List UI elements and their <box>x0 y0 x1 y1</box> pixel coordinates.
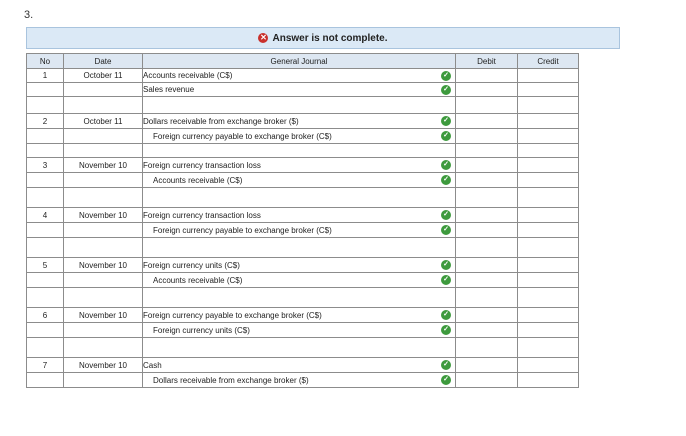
journal-row <box>27 308 579 323</box>
spacer-cell <box>518 97 579 114</box>
spacer-row <box>27 238 579 258</box>
credit-cell[interactable] <box>518 358 579 373</box>
check-icon: ✓ <box>441 71 451 81</box>
account-name: Cash <box>143 360 162 370</box>
check-icon: ✓ <box>441 310 451 320</box>
date-cell[interactable]: October 11 <box>64 69 143 83</box>
credit-cell[interactable] <box>518 323 579 338</box>
credit-cell[interactable] <box>518 373 579 388</box>
spacer-cell <box>143 238 456 258</box>
credit-cell[interactable] <box>518 223 579 238</box>
account-name: Foreign currency transaction loss <box>143 160 261 170</box>
entry-number-cell: 2 <box>27 114 64 129</box>
journal-row <box>27 158 579 173</box>
check-icon: ✓ <box>441 360 451 370</box>
spacer-cell <box>518 188 579 208</box>
journal-row <box>27 83 579 97</box>
spacer-cell <box>456 97 518 114</box>
account-cell[interactable] <box>143 208 456 223</box>
debit-cell[interactable] <box>456 273 518 288</box>
debit-cell[interactable] <box>456 373 518 388</box>
account-cell[interactable] <box>143 273 456 288</box>
spacer-row <box>27 97 579 114</box>
account-name: Accounts receivable (C$) <box>153 275 243 285</box>
account-cell[interactable] <box>143 69 456 83</box>
account-name: Sales revenue <box>143 85 195 94</box>
debit-cell[interactable] <box>456 83 518 97</box>
x-circle-icon: ✕ <box>260 33 267 42</box>
entry-number-cell <box>27 223 64 238</box>
journal-body <box>27 69 579 388</box>
credit-cell[interactable] <box>518 208 579 223</box>
check-icon: ✓ <box>441 116 451 126</box>
journal-row <box>27 129 579 144</box>
debit-cell[interactable] <box>456 308 518 323</box>
debit-cell[interactable] <box>456 358 518 373</box>
journal-row <box>27 173 579 188</box>
journal-row <box>27 258 579 273</box>
account-cell[interactable] <box>143 158 456 173</box>
debit-cell[interactable] <box>456 158 518 173</box>
check-icon: ✓ <box>441 160 451 170</box>
spacer-cell <box>518 288 579 308</box>
debit-cell[interactable] <box>456 258 518 273</box>
account-name: Foreign currency payable to exchange broker (C$) <box>153 131 332 141</box>
debit-cell[interactable] <box>456 129 518 144</box>
spacer-cell <box>64 188 143 208</box>
spacer-cell <box>27 97 64 114</box>
entry-number-cell <box>27 83 64 97</box>
journal-row <box>27 373 579 388</box>
credit-cell[interactable] <box>518 83 579 97</box>
debit-cell[interactable] <box>456 223 518 238</box>
journal-table <box>26 53 579 388</box>
account-name: Accounts receivable (C$) <box>153 175 243 185</box>
date-cell[interactable]: November 10 <box>64 158 143 173</box>
check-icon: ✓ <box>441 260 451 270</box>
date-cell[interactable]: November 10 <box>64 308 143 323</box>
spacer-cell <box>64 338 143 358</box>
credit-cell[interactable] <box>518 158 579 173</box>
check-icon: ✓ <box>441 175 451 185</box>
spacer-cell <box>456 188 518 208</box>
account-cell[interactable] <box>143 83 456 97</box>
account-cell[interactable] <box>143 173 456 188</box>
date-cell[interactable] <box>64 173 143 188</box>
date-cell[interactable] <box>64 129 143 144</box>
answer-status-banner <box>26 27 620 49</box>
spacer-cell <box>27 188 64 208</box>
entry-number-cell <box>27 173 64 188</box>
spacer-row <box>27 188 579 208</box>
header-debit: Debit <box>456 54 518 69</box>
journal-row <box>27 273 579 288</box>
spacer-cell <box>27 238 64 258</box>
spacer-cell <box>143 288 456 308</box>
spacer-cell <box>518 338 579 358</box>
journal-row <box>27 223 579 238</box>
account-cell[interactable] <box>143 114 456 129</box>
header-no: No <box>27 54 64 69</box>
credit-cell[interactable] <box>518 129 579 144</box>
credit-cell[interactable] <box>518 69 579 83</box>
date-cell[interactable]: November 10 <box>64 208 143 223</box>
account-cell[interactable] <box>143 129 456 144</box>
spacer-cell <box>143 97 456 114</box>
spacer-cell <box>64 238 143 258</box>
check-icon: ✓ <box>441 225 451 235</box>
debit-cell[interactable] <box>456 173 518 188</box>
credit-cell[interactable] <box>518 258 579 273</box>
spacer-cell <box>456 288 518 308</box>
check-icon: ✓ <box>441 275 451 285</box>
spacer-cell <box>64 97 143 114</box>
account-cell[interactable] <box>143 323 456 338</box>
spacer-cell <box>64 288 143 308</box>
entry-number-cell <box>27 323 64 338</box>
debit-cell[interactable] <box>456 208 518 223</box>
entry-number-cell: 7 <box>27 358 64 373</box>
credit-cell[interactable] <box>518 273 579 288</box>
journal-row <box>27 358 579 373</box>
spacer-cell <box>456 338 518 358</box>
entry-number-cell <box>27 273 64 288</box>
spacer-cell <box>143 144 456 158</box>
header-credit: Credit <box>518 54 579 69</box>
spacer-cell <box>27 338 64 358</box>
question-number: 3. <box>24 9 34 21</box>
spacer-row <box>27 338 579 358</box>
entry-number-cell: 5 <box>27 258 64 273</box>
header-date: Date <box>64 54 143 69</box>
date-cell[interactable] <box>64 373 143 388</box>
entry-number-cell <box>27 129 64 144</box>
account-name: Dollars receivable from exchange broker ($) <box>143 116 299 126</box>
spacer-cell <box>456 144 518 158</box>
answer-status-text: Answer is not complete. <box>272 32 388 44</box>
account-cell[interactable] <box>143 358 456 373</box>
check-icon: ✓ <box>441 131 451 141</box>
debit-cell[interactable] <box>456 69 518 83</box>
debit-cell[interactable] <box>456 323 518 338</box>
check-icon: ✓ <box>441 325 451 335</box>
account-name: Foreign currency transaction loss <box>143 210 261 220</box>
spacer-cell <box>143 338 456 358</box>
journal-row <box>27 323 579 338</box>
date-cell[interactable]: October 11 <box>64 114 143 129</box>
date-cell[interactable] <box>64 273 143 288</box>
spacer-row <box>27 288 579 308</box>
check-icon: ✓ <box>441 85 451 95</box>
check-icon: ✓ <box>441 210 451 220</box>
account-name: Dollars receivable from exchange broker ($) <box>153 375 309 385</box>
journal-row <box>27 208 579 223</box>
date-cell[interactable]: November 10 <box>64 358 143 373</box>
credit-cell[interactable] <box>518 114 579 129</box>
date-cell[interactable] <box>64 323 143 338</box>
spacer-row <box>27 144 579 158</box>
entry-number-cell <box>27 373 64 388</box>
account-name: Foreign currency payable to exchange broker (C$) <box>153 225 332 235</box>
entry-number-cell: 1 <box>27 69 64 83</box>
spacer-cell <box>518 238 579 258</box>
credit-cell[interactable] <box>518 173 579 188</box>
account-name: Foreign currency payable to exchange broker (C$) <box>143 310 322 320</box>
header-general-journal: General Journal <box>143 54 456 69</box>
entry-number-cell: 3 <box>27 158 64 173</box>
account-name: Foreign currency units (C$) <box>143 260 240 270</box>
account-name: Accounts receivable (C$) <box>143 71 233 80</box>
spacer-cell <box>518 144 579 158</box>
spacer-cell <box>456 238 518 258</box>
entry-number-cell: 4 <box>27 208 64 223</box>
spacer-cell <box>143 188 456 208</box>
date-cell[interactable]: November 10 <box>64 258 143 273</box>
account-cell[interactable] <box>143 258 456 273</box>
account-cell[interactable] <box>143 223 456 238</box>
check-icon: ✓ <box>441 375 451 385</box>
date-cell[interactable] <box>64 83 143 97</box>
account-name: Foreign currency units (C$) <box>153 325 250 335</box>
account-cell[interactable] <box>143 373 456 388</box>
debit-cell[interactable] <box>456 114 518 129</box>
account-cell[interactable] <box>143 308 456 323</box>
spacer-cell <box>64 144 143 158</box>
date-cell[interactable] <box>64 223 143 238</box>
spacer-cell <box>27 144 64 158</box>
spacer-cell <box>27 288 64 308</box>
credit-cell[interactable] <box>518 308 579 323</box>
entry-number-cell: 6 <box>27 308 64 323</box>
journal-row <box>27 69 579 83</box>
journal-row <box>27 114 579 129</box>
